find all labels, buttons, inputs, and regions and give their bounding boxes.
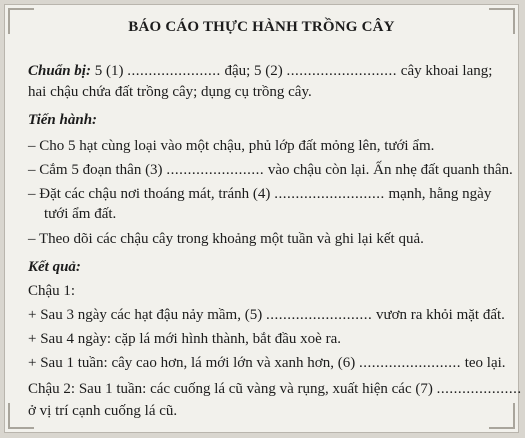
step-text: – Cắm 5 đoạn thân (3) — [28, 162, 167, 178]
pot-2-result-cont: ở vị trí cạnh cuống lá cũ. — [28, 403, 178, 419]
procedure-heading: Tiến hành: — [28, 112, 98, 128]
blank-5[interactable]: ......................... — [265, 307, 373, 323]
prep-line-2: hai chậu chứa đất trồng cây; dụng cụ trồng cây. — [28, 84, 312, 100]
procedure-step-3 — [28, 184, 504, 204]
result-item-2: + Sau 4 ngày: cặp lá mới hình thành, bắt đầu xoè ra. — [28, 331, 341, 347]
procedure-step-3-cont: tưới ẩm đất. — [44, 206, 117, 222]
procedure-step-4: – Theo dõi các chậu cây trong khoảng một tuần và ghi lại kết quả. — [28, 231, 424, 247]
procedure-step-2 — [28, 160, 513, 180]
pot-1-label: Chậu 1: — [28, 283, 76, 299]
step-text: – Đặt các chậu nơi thoáng mát, tránh (4) — [28, 186, 275, 202]
blank-2[interactable]: .......................... — [286, 63, 398, 79]
result-text: + Sau 3 ngày các hạt đậu nảy mầm, (5) — [28, 307, 266, 323]
procedure-step-1: – Cho 5 hạt cùng loại vào một chậu, phủ lớp đất mỏng lên, tưới ẩm. — [28, 138, 435, 154]
report-card — [4, 4, 522, 433]
step-text: vào chậu còn lại. Ấn nhẹ đất quanh thân. — [264, 162, 513, 178]
result-text: + Sau 1 tuần: cây cao hơn, lá mới lớn và xanh hơn, (6) — [28, 355, 359, 371]
prep-text: cây khoai lang; — [397, 63, 493, 79]
blank-3[interactable]: ....................... — [166, 162, 265, 178]
prep-heading: Chuẩn bị: — [28, 63, 91, 79]
prep-line-1 — [28, 61, 504, 81]
prep-text: đậu; 5 (2) — [220, 63, 287, 79]
blank-7[interactable]: .................... — [436, 381, 522, 397]
result-item-3 — [28, 353, 504, 373]
blank-6[interactable]: ........................ — [358, 355, 461, 371]
result-text: vươn ra khỏi mặt đất. — [372, 307, 505, 323]
pot-2-result — [28, 379, 522, 399]
result-text: teo lại. — [460, 355, 506, 371]
blank-1[interactable]: ...................... — [127, 63, 221, 79]
prep-text: 5 (1) — [90, 63, 128, 79]
result-text: Chậu 2: Sau 1 tuần: các cuống lá cũ vàng và rụng, xuất hiện các (7) — [28, 381, 437, 397]
result-heading: Kết quả: — [28, 259, 81, 275]
blank-4[interactable]: .......................... — [274, 186, 385, 202]
report-title: BÁO CÁO THỰC HÀNH TRỒNG CÂY — [128, 19, 395, 35]
step-text: mạnh, hằng ngày — [384, 186, 492, 202]
result-item-1 — [28, 305, 504, 325]
